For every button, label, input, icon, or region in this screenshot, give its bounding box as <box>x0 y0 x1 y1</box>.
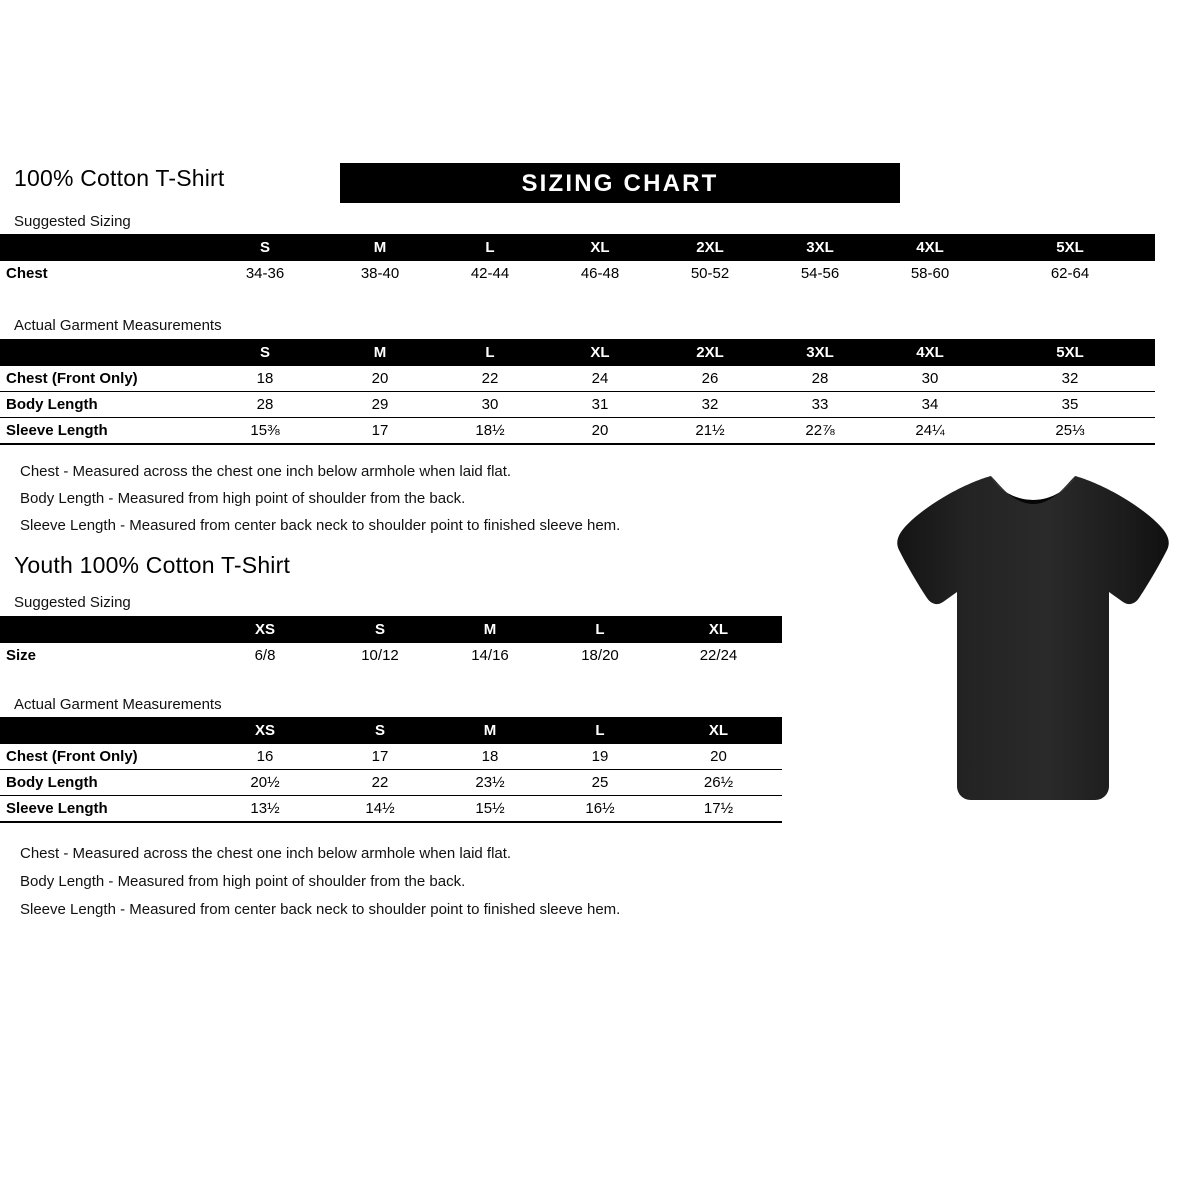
table-body <box>0 744 782 822</box>
measurement-cell: 58-60 <box>910 265 950 282</box>
youth-suggested-sizing-label: Suggested Sizing <box>14 594 131 611</box>
table-header-row <box>0 339 1155 366</box>
measurement-cell: 34 <box>921 396 939 413</box>
column-header-2xl: 2XL <box>655 234 765 261</box>
column-header-xs: XS <box>205 616 325 643</box>
table-corner-cell <box>0 234 205 261</box>
table-body <box>0 261 1155 286</box>
column-header-4xl: 4XL <box>875 234 985 261</box>
column-header-3xl: 3XL <box>765 339 875 366</box>
measurement-cell: 17 <box>371 422 389 439</box>
measurement-cell: 21½ <box>695 422 725 439</box>
measurement-cell: 24 <box>591 370 609 387</box>
measurement-cell: 33 <box>811 396 829 413</box>
measurement-cell: 28 <box>811 370 829 387</box>
row-label: Chest <box>6 265 48 282</box>
table-row <box>0 796 782 823</box>
adult-note-chest: Chest - Measured across the chest one inch below armhole when laid flat. <box>20 463 512 480</box>
measurement-cell: 20½ <box>250 774 280 791</box>
measurement-cell: 14/16 <box>471 647 509 664</box>
measurement-cell: 22/24 <box>699 647 738 664</box>
table-body <box>0 643 782 668</box>
table-corner-cell <box>0 616 205 643</box>
table-row <box>0 366 1155 392</box>
table-corner-cell <box>0 339 205 366</box>
row-label: Body Length <box>6 774 98 791</box>
measurement-cell: 6/8 <box>254 647 276 664</box>
measurement-cell: 38-40 <box>360 265 400 282</box>
measurement-cell: 16 <box>256 748 274 765</box>
adult-section-title: 100% Cotton T-Shirt <box>14 165 225 191</box>
measurement-cell: 25 <box>591 774 609 791</box>
row-label: Chest (Front Only) <box>6 370 138 387</box>
youth-actual-measurements-label: Actual Garment Measurements <box>14 696 222 713</box>
table-header-row <box>0 234 1155 261</box>
adult-suggested-sizing-table <box>0 234 1155 286</box>
measurement-cell: 50-52 <box>690 265 730 282</box>
measurement-cell: 25⅓ <box>1055 422 1085 439</box>
row-label: Sleeve Length <box>6 422 108 439</box>
measurement-cell: 26½ <box>703 774 734 791</box>
sizing-chart-banner-label: SIZING CHART <box>521 170 719 197</box>
table-body <box>0 366 1155 444</box>
measurement-cell: 29 <box>371 396 389 413</box>
adult-suggested-sizing-label: Suggested Sizing <box>14 213 131 230</box>
column-header-l: L <box>545 717 655 744</box>
measurement-cell: 22 <box>371 774 389 791</box>
measurement-cell: 13½ <box>250 800 280 817</box>
table-row <box>0 418 1155 445</box>
measurement-cell: 22 <box>481 370 499 387</box>
column-header-s: S <box>205 339 325 366</box>
measurement-cell: 30 <box>921 370 939 387</box>
measurement-cell: 26 <box>701 370 719 387</box>
column-header-l: L <box>435 234 545 261</box>
measurement-cell: 17½ <box>703 800 734 817</box>
column-header-s: S <box>325 717 435 744</box>
column-header-m: M <box>325 234 435 261</box>
measurement-cell: 18 <box>256 370 274 387</box>
column-header-xl: XL <box>655 717 782 744</box>
measurement-cell: 18½ <box>475 422 505 439</box>
column-header-s: S <box>205 234 325 261</box>
column-header-m: M <box>325 339 435 366</box>
measurement-cell: 15½ <box>475 800 505 817</box>
column-header-l: L <box>545 616 655 643</box>
row-label: Body Length <box>6 396 98 413</box>
column-header-s: S <box>325 616 435 643</box>
column-header-4xl: 4XL <box>875 339 985 366</box>
column-header-5xl: 5XL <box>985 339 1155 366</box>
measurement-cell: 15⅜ <box>250 422 280 439</box>
measurement-cell: 42-44 <box>470 265 510 282</box>
measurement-cell: 23½ <box>475 774 505 791</box>
column-header-xl: XL <box>545 234 655 261</box>
row-label: Size <box>6 647 37 664</box>
column-header-2xl: 2XL <box>655 339 765 366</box>
column-header-xl: XL <box>545 339 655 366</box>
table-header-row <box>0 616 782 643</box>
adult-actual-measurements-table <box>0 339 1155 445</box>
column-header-5xl: 5XL <box>985 234 1155 261</box>
measurement-cell: 30 <box>481 396 499 413</box>
measurement-cell: 16½ <box>585 800 615 817</box>
table-row <box>0 643 782 668</box>
column-header-xl: XL <box>655 616 782 643</box>
column-header-3xl: 3XL <box>765 234 875 261</box>
youth-section-title: Youth 100% Cotton T-Shirt <box>14 552 291 578</box>
youth-note-chest: Chest - Measured across the chest one inch below armhole when laid flat. <box>20 845 512 862</box>
measurement-cell: 20 <box>371 370 389 387</box>
measurement-cell: 31 <box>591 396 609 413</box>
youth-note-body-length: Body Length - Measured from high point of shoulder from the back. <box>20 873 466 890</box>
measurement-cell: 14½ <box>365 800 395 817</box>
measurement-cell: 34-36 <box>245 265 285 282</box>
measurement-cell: 20 <box>710 748 727 765</box>
table-row <box>0 392 1155 418</box>
measurement-cell: 24¼ <box>915 422 945 439</box>
row-label: Sleeve Length <box>6 800 108 817</box>
measurement-cell: 20 <box>591 422 609 439</box>
measurement-cell: 17 <box>371 748 389 765</box>
black-t-shirt-illustration <box>893 470 1173 815</box>
adult-note-sleeve-length: Sleeve Length - Measured from center back neck to shoulder point to finished sleeve hem. <box>20 517 621 534</box>
table-corner-cell <box>0 717 205 744</box>
measurement-cell: 10/12 <box>361 647 399 664</box>
sizing-chart-banner <box>340 163 900 203</box>
youth-actual-measurements-table <box>0 717 782 823</box>
column-header-m: M <box>435 717 545 744</box>
table-row <box>0 770 782 796</box>
adult-note-body-length: Body Length - Measured from high point of shoulder from the back. <box>20 490 466 507</box>
column-header-xs: XS <box>205 717 325 744</box>
measurement-cell: 28 <box>256 396 274 413</box>
table-header-row <box>0 717 782 744</box>
column-header-l: L <box>435 339 545 366</box>
adult-actual-measurements-label: Actual Garment Measurements <box>14 317 222 334</box>
youth-note-sleeve-length: Sleeve Length - Measured from center back neck to shoulder point to finished sleeve hem. <box>20 901 621 918</box>
table-row <box>0 261 1155 286</box>
measurement-cell: 54-56 <box>800 265 840 282</box>
measurement-cell: 46-48 <box>580 265 620 282</box>
youth-suggested-sizing-table <box>0 616 782 668</box>
measurement-cell: 18 <box>481 748 499 765</box>
measurement-cell: 19 <box>591 748 609 765</box>
table-row <box>0 744 782 770</box>
column-header-m: M <box>435 616 545 643</box>
measurement-cell: 35 <box>1061 396 1079 413</box>
measurement-cell: 18/20 <box>581 647 619 664</box>
measurement-cell: 62-64 <box>1050 265 1090 282</box>
measurement-cell: 32 <box>1061 370 1079 387</box>
measurement-cell: 32 <box>701 396 719 413</box>
measurement-cell: 22⅞ <box>805 422 835 439</box>
row-label: Chest (Front Only) <box>6 748 138 765</box>
